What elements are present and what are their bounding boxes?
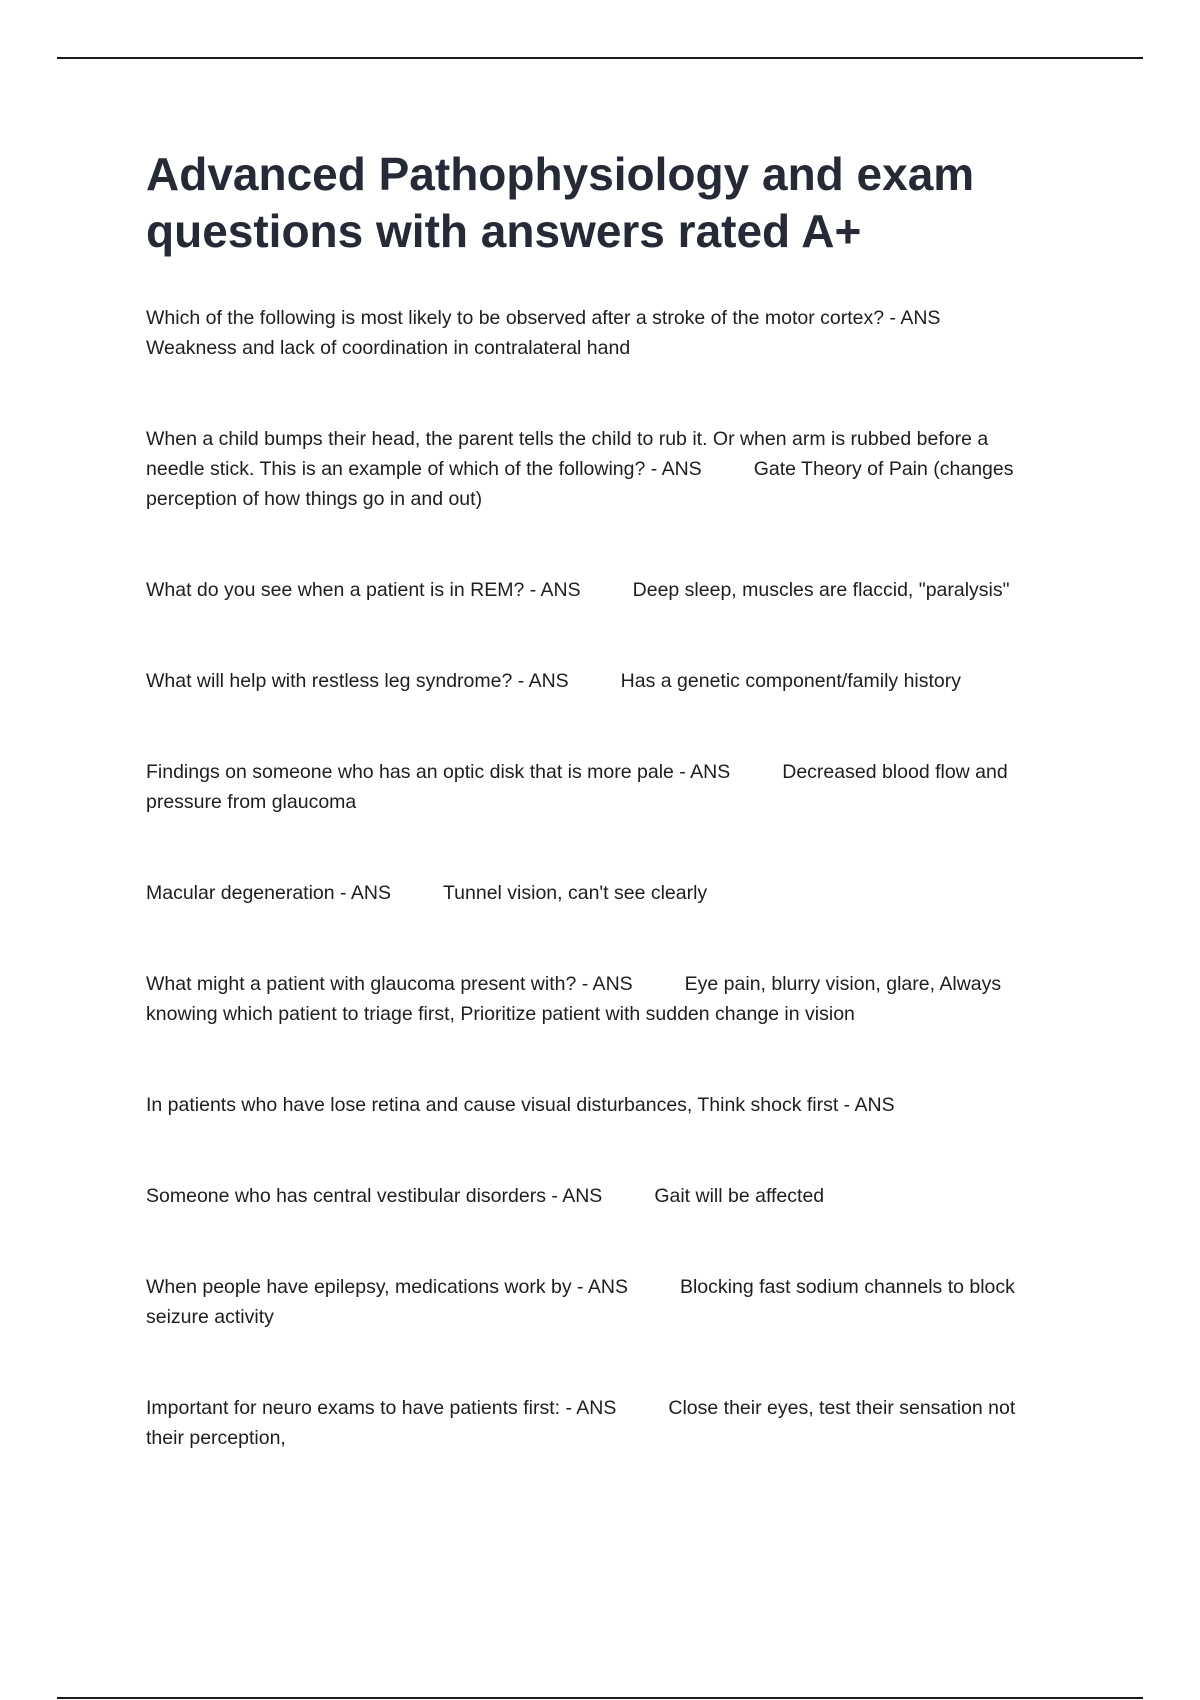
qa-item xyxy=(146,1090,1046,1120)
page-content xyxy=(146,146,1046,1514)
question-text: Macular degeneration - ANS xyxy=(146,882,391,904)
answer-text: Close their eyes, test their sensation not their perception, xyxy=(146,1397,1016,1449)
question-text: Findings on someone who has an optic disk that is more pale - ANS xyxy=(146,761,731,783)
document-title: Advanced Pathophysiology and exam questions with answers rated A+ xyxy=(146,148,975,257)
qa-item xyxy=(146,1393,1046,1453)
answer-text: Decreased blood flow and pressure from glaucoma xyxy=(146,761,1008,813)
answer-text: Deep sleep, muscles are flaccid, "paralysis" xyxy=(632,579,1010,601)
question-text: When a child bumps their head, the parent tells the child to rub it. Or when arm is rubbed before a needle stick. This is an example of which of the following? - ANS xyxy=(146,428,989,480)
qa-item xyxy=(146,969,1046,1029)
answer-text: Gait will be affected xyxy=(654,1185,825,1207)
question-text: What will help with restless leg syndrome? - ANS xyxy=(146,670,569,692)
qa-item xyxy=(146,1181,1046,1211)
question-text: What might a patient with glaucoma present with? - ANS xyxy=(146,973,633,995)
question-text: What do you see when a patient is in REM? - ANS xyxy=(146,579,581,601)
answer-text: Tunnel vision, can't see clearly xyxy=(442,882,708,904)
question-text: Someone who has central vestibular disorders - ANS xyxy=(146,1185,603,1207)
qa-item xyxy=(146,303,1046,363)
answer-text: Weakness and lack of coordination in contralateral hand xyxy=(146,337,631,359)
question-text: In patients who have lose retina and cause visual disturbances, Think shock first - ANS xyxy=(146,1094,895,1116)
qa-item xyxy=(146,575,1046,605)
qa-item xyxy=(146,878,1046,908)
answer-text: Has a genetic component/family history xyxy=(620,670,961,692)
answer-text: Eye pain, blurry vision, glare, Always knowing which patient to triage first, Prioritize patient with sudden change in vision xyxy=(146,973,1002,1025)
qa-item xyxy=(146,424,1046,514)
question-text: Which of the following is most likely to be observed after a stroke of the motor cortex? - ANS xyxy=(146,307,941,329)
top-rule xyxy=(57,57,1143,59)
question-text: Important for neuro exams to have patients first: - ANS xyxy=(146,1397,617,1419)
answer-text: Gate Theory of Pain (changes perception of how things go in and out) xyxy=(146,458,1014,510)
qa-item xyxy=(146,666,1046,696)
bottom-rule xyxy=(57,1697,1143,1699)
qa-item xyxy=(146,1272,1046,1332)
qa-item xyxy=(146,757,1046,817)
question-text: When people have epilepsy, medications work by - ANS xyxy=(146,1276,628,1298)
answer-text: Blocking fast sodium channels to block seizure activity xyxy=(146,1276,1015,1328)
qa-list xyxy=(146,303,1046,1453)
